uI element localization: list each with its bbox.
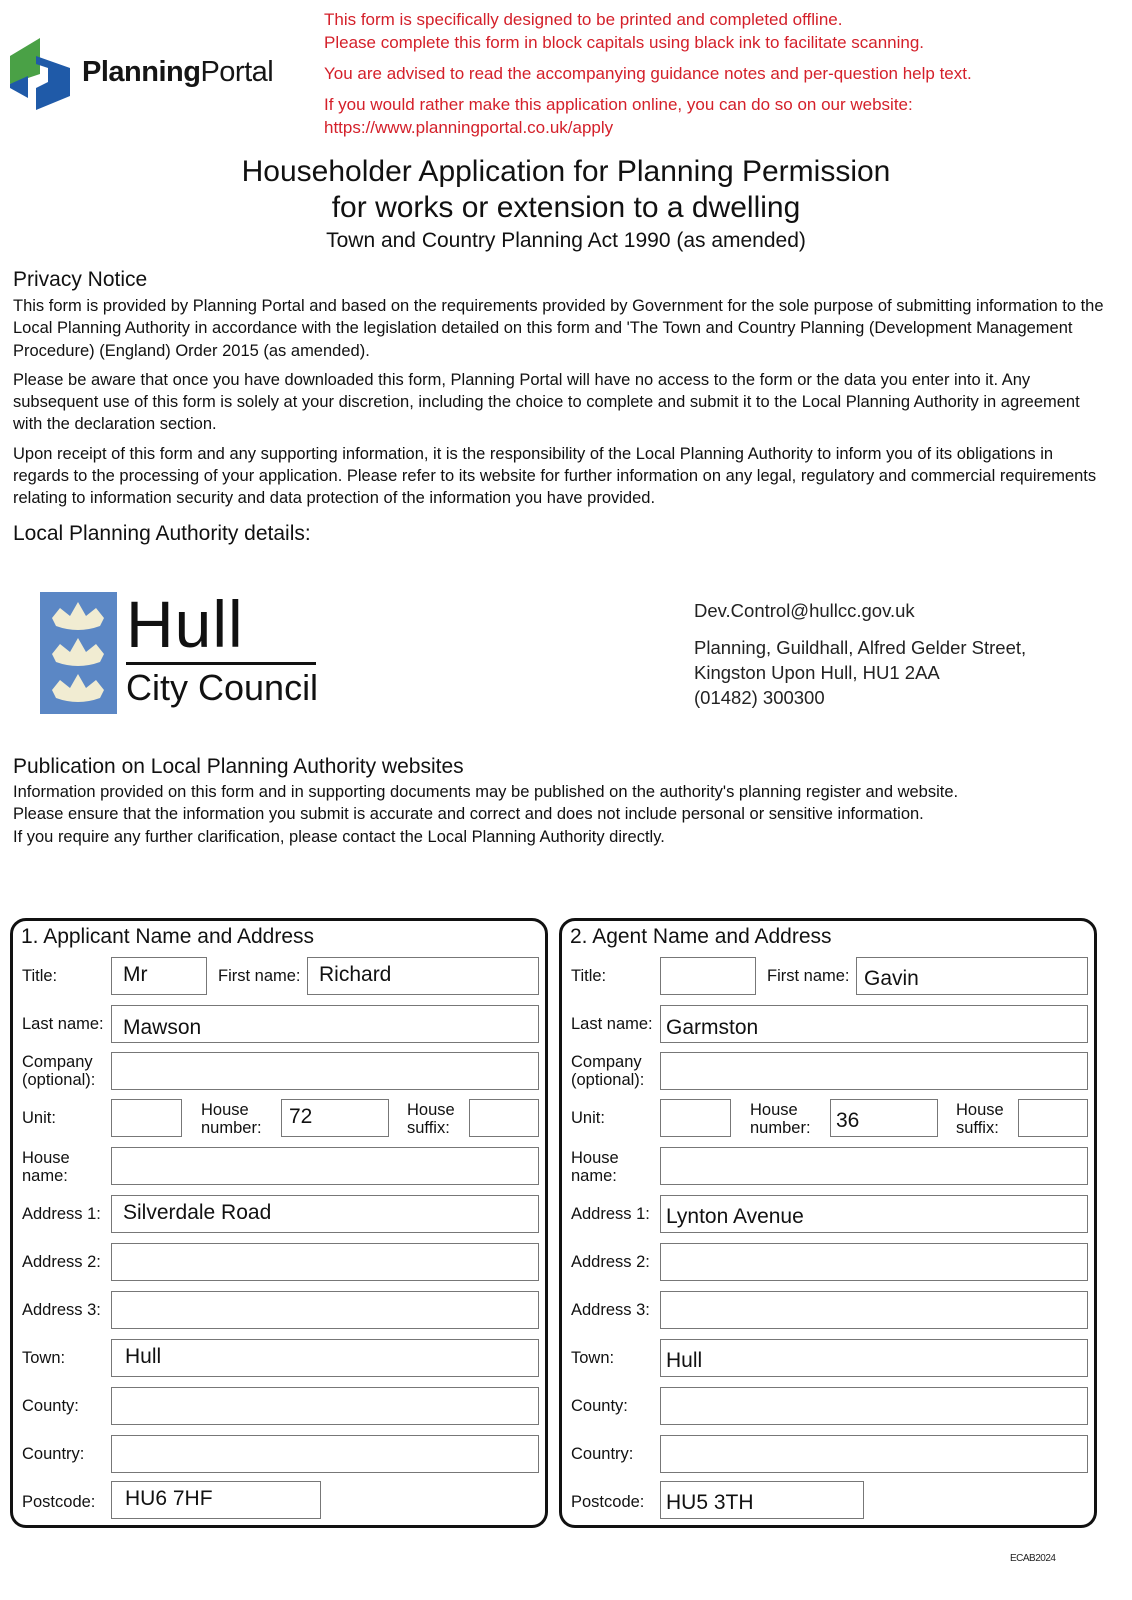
applicant-house-suffix-field[interactable]: [469, 1099, 539, 1137]
country-label: Country:: [571, 1445, 634, 1463]
hull-wordmark: Hull: [126, 587, 244, 661]
privacy-paragraph: This form is provided by Planning Portal and based on the requirements provided by Government for the sole purpose of submitting information to the Local Planning Authority in accordance with the legislation detailed on this form and 'The Town and Country Planning (Development Management Procedure) (England) Order 2015 (as amended).: [13, 297, 1104, 360]
address2-label: Address 2:: [22, 1253, 101, 1271]
lpa-contact: [694, 598, 1026, 710]
form-title-block: [0, 154, 1132, 256]
last-name-label: Last name:: [22, 1015, 104, 1033]
planning-portal-wordmark: PlanningPortal: [82, 56, 274, 88]
lpa-address-line: Kingston Upon Hull, HU1 2AA: [694, 662, 940, 683]
address1-label: Address 1:: [22, 1205, 101, 1223]
applicant-county-field[interactable]: [111, 1387, 539, 1425]
agent-address2-field[interactable]: [660, 1243, 1088, 1281]
house-name-label: House name:: [571, 1149, 619, 1185]
applicant-address3-field[interactable]: [111, 1291, 539, 1329]
planning-portal-logo: [10, 38, 290, 110]
title-label: Title:: [571, 967, 607, 985]
town-label: Town:: [22, 1349, 66, 1367]
logo-divider: [126, 662, 316, 665]
agent-house-number-field[interactable]: 36: [830, 1099, 938, 1137]
notice-line: This form is specifically designed to be printed and completed offline.: [324, 10, 843, 29]
notice-line: If you would rather make this application online, you can do so on our website:: [324, 95, 913, 114]
postcode-label: Postcode:: [571, 1493, 645, 1511]
town-label: Town:: [571, 1349, 615, 1367]
agent-address3-field[interactable]: [660, 1291, 1088, 1329]
title-label: Title:: [22, 967, 58, 985]
house-number-label: House number:: [201, 1101, 262, 1137]
lpa-email-link[interactable]: Dev.Control@hullcc.gov.uk: [694, 600, 915, 621]
applicant-address2-field[interactable]: [111, 1243, 539, 1281]
agent-last-name-field[interactable]: Garmston: [660, 1005, 1088, 1043]
applicant-first-name-field[interactable]: Richard: [307, 957, 539, 995]
applicant-address1-field[interactable]: Silverdale Road: [111, 1195, 539, 1233]
county-label: County:: [22, 1397, 79, 1415]
agent-unit-field[interactable]: [660, 1099, 731, 1137]
three-crowns-crest-icon: [40, 592, 117, 714]
publication-heading: Publication on Local Planning Authority websites: [13, 755, 464, 778]
agent-house-name-field[interactable]: [660, 1147, 1088, 1185]
city-council-wordmark: City Council: [126, 667, 319, 708]
country-label: Country:: [22, 1445, 85, 1463]
agent-county-field[interactable]: [660, 1387, 1088, 1425]
notice-line: Please complete this form in block capitals using black ink to facilitate scanning.: [324, 33, 925, 52]
applicant-company-field[interactable]: [111, 1052, 539, 1090]
lpa-details-heading: Local Planning Authority details:: [13, 522, 311, 545]
agent-company-field[interactable]: [660, 1052, 1088, 1090]
unit-label: Unit:: [571, 1109, 605, 1127]
unit-label: Unit:: [22, 1109, 56, 1127]
agent-first-name-field[interactable]: Gavin: [856, 957, 1088, 995]
last-name-label: Last name:: [571, 1015, 653, 1033]
agent-house-suffix-field[interactable]: [1018, 1099, 1088, 1137]
privacy-notice-heading: Privacy Notice: [13, 268, 148, 291]
publication-body: [13, 781, 1113, 848]
agent-town-field[interactable]: Hull: [660, 1339, 1088, 1377]
house-name-label: House name:: [22, 1149, 70, 1185]
applicant-title-field[interactable]: Mr: [111, 957, 207, 995]
agent-postcode-field[interactable]: HU5 3TH: [660, 1481, 864, 1519]
postcode-label: Postcode:: [22, 1493, 96, 1511]
house-number-label: House number:: [750, 1101, 811, 1137]
privacy-paragraph: Upon receipt of this form and any supporting information, it is the responsibility of the Local Planning Authority to inform you of its obligations in regards to the processing of your application. Please refer to its website for further information on any legal, regulatory and commercial requirements relating to information security and data protection of the information you have provided.: [13, 444, 1097, 508]
privacy-notice-body: [13, 295, 1113, 510]
lpa-phone: (01482) 300300: [694, 687, 825, 708]
planning-portal-logo-icon: [10, 38, 72, 110]
agent-country-field[interactable]: [660, 1435, 1088, 1473]
address3-label: Address 3:: [571, 1301, 650, 1319]
agent-address1-field[interactable]: Lynton Avenue: [660, 1195, 1088, 1233]
applicant-unit-field[interactable]: [111, 1099, 182, 1137]
hull-city-council-logo: [40, 587, 330, 714]
notice-line: You are advised to read the accompanying guidance notes and per-question help text.: [324, 64, 972, 83]
applicant-country-field[interactable]: [111, 1435, 539, 1473]
first-name-label: First name:: [767, 967, 850, 985]
publication-line: Information provided on this form and in supporting documents may be published on the authority's planning register and website.: [13, 783, 959, 801]
applicant-house-name-field[interactable]: [111, 1147, 539, 1185]
privacy-paragraph: Please be aware that once you have downloaded this form, Planning Portal will have no access to the form or the data you enter into it. Any subsequent use of this form is solely at your discretion, including the choice to complete and submit it to the Local Planning Authority in agreement with the declaration section.: [13, 370, 1080, 434]
applicant-last-name-field[interactable]: Mawson: [111, 1005, 539, 1043]
applicant-house-number-field[interactable]: 72: [281, 1099, 389, 1137]
page-title-line2: for works or extension to a dwelling: [331, 191, 801, 224]
publication-line: Please ensure that the information you submit is accurate and correct and does not include personal or sensitive information.: [13, 805, 924, 824]
applicant-section: [10, 918, 548, 1528]
form-code: ECAB2024: [1010, 1553, 1056, 1564]
agent-section: [559, 918, 1097, 1528]
address1-label: Address 1:: [571, 1205, 650, 1223]
applicant-town-field[interactable]: Hull: [111, 1339, 539, 1377]
county-label: County:: [571, 1397, 628, 1415]
house-suffix-label: House suffix:: [407, 1101, 455, 1137]
applicant-section-heading: 1. Applicant Name and Address: [21, 925, 315, 948]
applicant-postcode-field[interactable]: HU6 7HF: [111, 1481, 321, 1519]
address3-label: Address 3:: [22, 1301, 101, 1319]
publication-line: If you require any further clarification, please contact the Local Planning Authority directly.: [13, 827, 665, 846]
apply-online-link[interactable]: https://www.planningportal.co.uk/apply: [324, 118, 614, 137]
page-title: Householder Application for Planning Permission: [241, 155, 891, 188]
company-label: Company (optional):: [22, 1053, 96, 1089]
agent-title-field[interactable]: [660, 957, 756, 995]
page-subtitle: Town and Country Planning Act 1990 (as amended): [326, 229, 806, 252]
address2-label: Address 2:: [571, 1253, 650, 1271]
agent-section-heading: 2. Agent Name and Address: [570, 925, 832, 948]
lpa-address-line: Planning, Guildhall, Alfred Gelder Street,: [694, 637, 1027, 658]
house-suffix-label: House suffix:: [956, 1101, 1004, 1137]
first-name-label: First name:: [218, 967, 301, 985]
company-label: Company (optional):: [571, 1053, 645, 1089]
offline-form-notice: [324, 8, 1084, 139]
